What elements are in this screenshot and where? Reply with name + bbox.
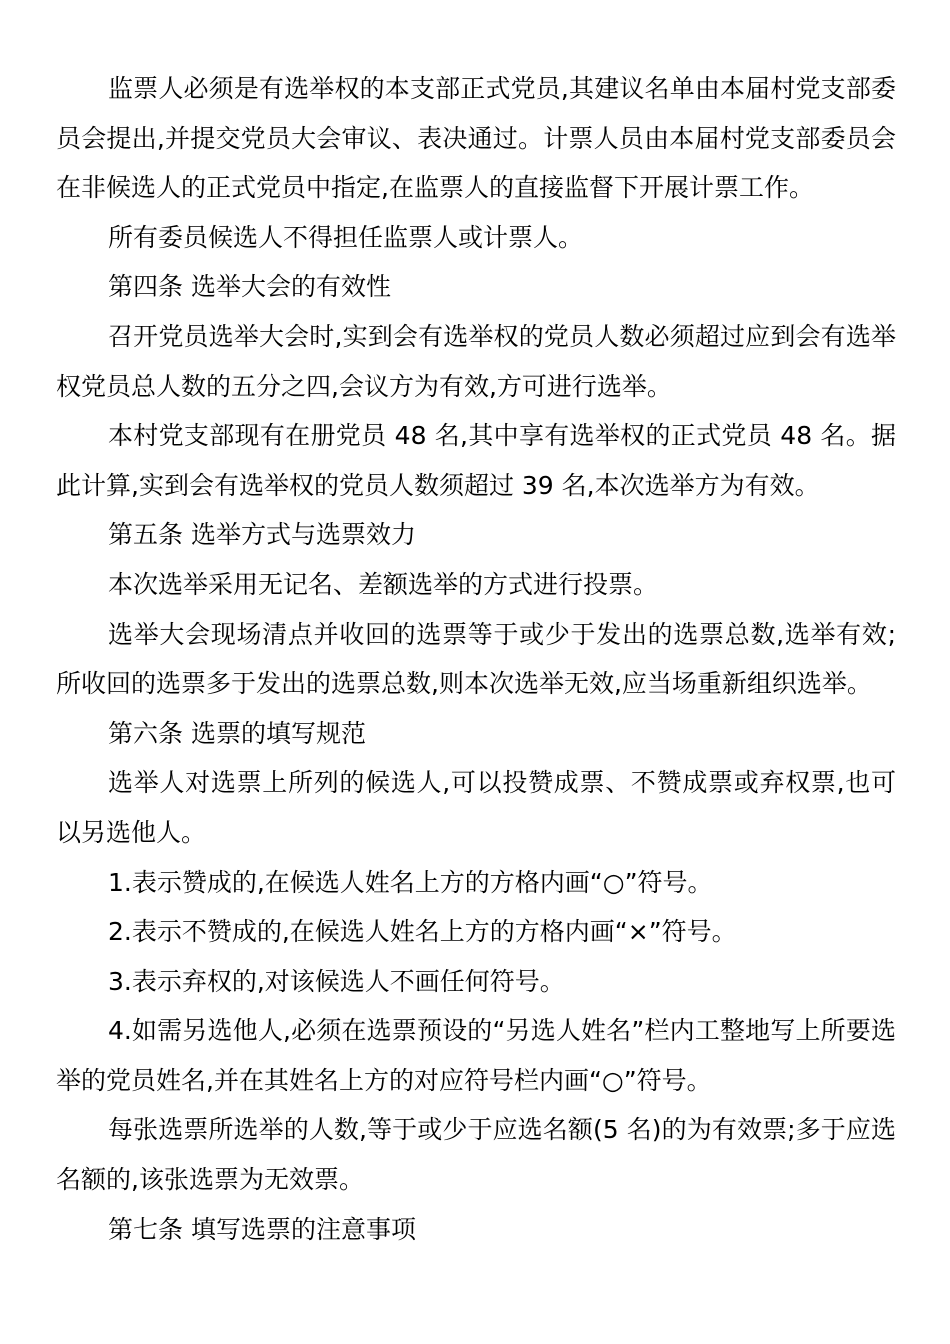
article-5-heading: 第五条 选举方式与选票效力 [108, 520, 416, 550]
paragraph-candidates-restriction: 所有委员候选人不得担任监票人或计票人。 [108, 222, 584, 252]
paragraph-voter-options: 选举人对选票上所列的候选人,可以投赞成票、不赞成票或弃权票,也可以另选他人。 [56, 768, 896, 847]
list-item-abstain: 3.表示弃权的,对该候选人不画任何符号。 [108, 966, 565, 996]
list-item-write-in: 4.如需另选他人,必须在选票预设的“另选人姓名”栏内工整地写上所要选举的党员姓名,并在其姓名上方的对应符号栏内画“○”符号。 [56, 1016, 896, 1095]
article-6-heading: 第六条 选票的填写规范 [108, 718, 366, 748]
paragraph-member-count: 本村党支部现有在册党员 48 名,其中享有选举权的正式党员 48 名。据此计算,实到会有选举权的党员人数须超过 39 名,本次选举方为有效。 [56, 421, 896, 500]
paragraph-voting-method: 本次选举采用无记名、差额选举的方式进行投票。 [108, 569, 659, 599]
paragraph-quorum-rule: 召开党员选举大会时,实到会有选举权的党员人数必须超过应到会有选举权党员总人数的五分之四,会议方为有效,方可进行选举。 [56, 321, 896, 401]
list-item-approve: 1.表示赞成的,在候选人姓名上方的方格内画“○”符号。 [108, 867, 713, 897]
paragraph-valid-ballot-count: 每张选票所选举的人数,等于或少于应选名额(5 名)的为有效票;多于应选名额的,该张选票为无效票。 [56, 1115, 896, 1195]
paragraph-tellers-qualification: 监票人必须是有选举权的本支部正式党员,其建议名单由本届村党支部委员会提出,并提交党员大会审议、表决通过。计票人员由本届村党支部委员会在非候选人的正式党员中指定,在监票人的直接监督下开展计票工作。 [56, 74, 896, 203]
list-item-disapprove: 2.表示不赞成的,在候选人姓名上方的方格内画“×”符号。 [108, 917, 737, 947]
document-page [56, 64, 896, 1254]
article-7-heading: 第七条 填写选票的注意事项 [108, 1214, 416, 1244]
paragraph-ballot-validity: 选举大会现场清点并收回的选票等于或少于发出的选票总数,选举有效;所收回的选票多于发出的选票总数,则本次选举无效,应当场重新组织选举。 [56, 619, 896, 699]
article-4-heading: 第四条 选举大会的有效性 [108, 272, 391, 302]
